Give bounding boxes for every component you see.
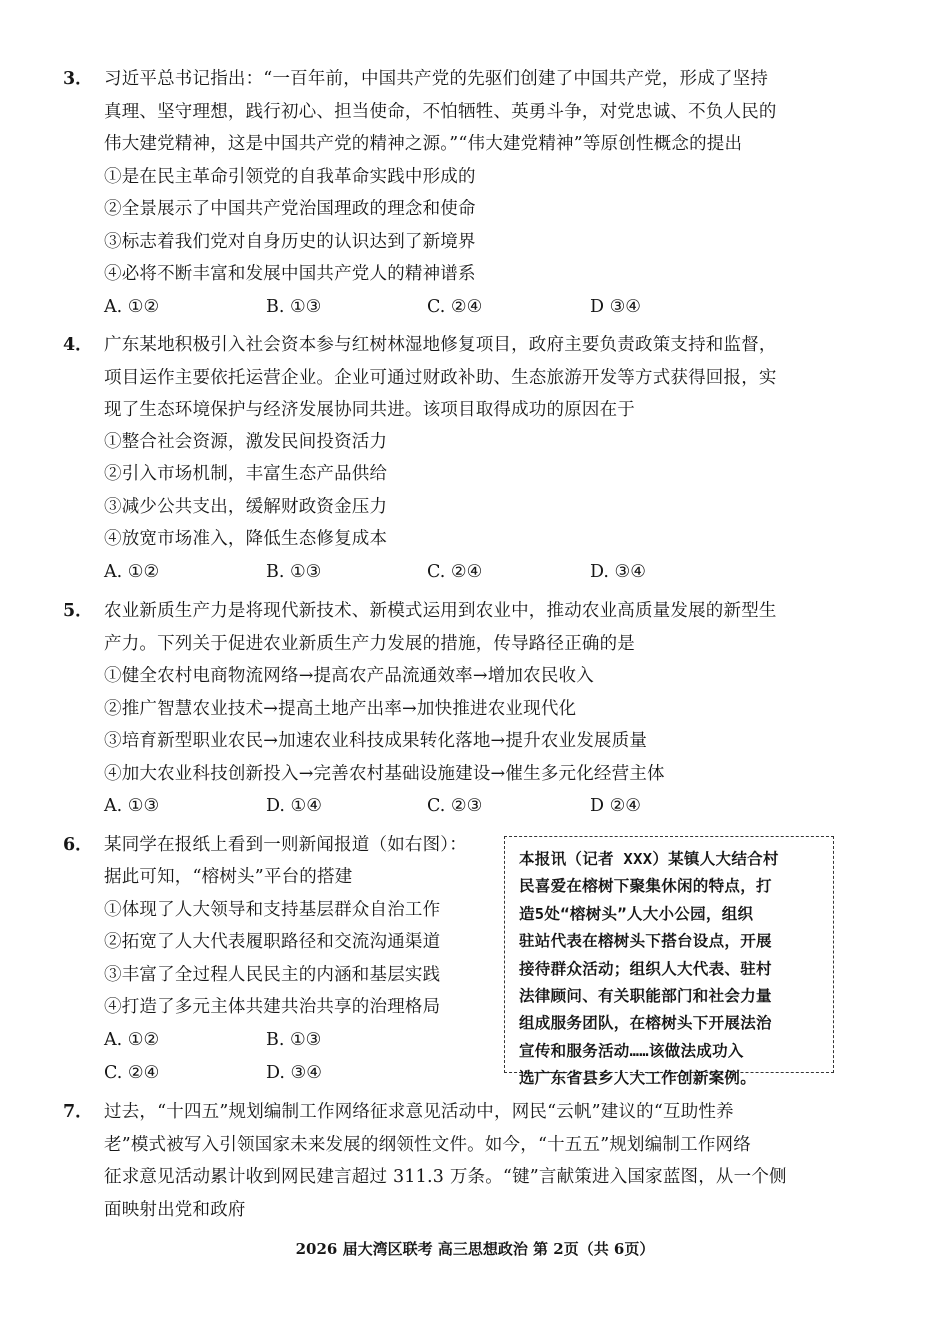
question-4-option-c: C. ②④ [427,562,483,582]
question-6-stem-line-1: 某同学在报纸上看到一则新闻报道（如右图）： [104,835,467,855]
question-5-stem-line-1: 农业新质生产力是将现代新技术、新模式运用到农业中，推动农业高质量发展的新型生 [104,601,777,621]
question-3-options [104,290,704,324]
question-4-item-1: ①整合社会资源，激发民间投资活力 [104,432,388,452]
question-3-number: 3． [63,69,93,89]
question-5-number: 5． [63,601,93,621]
question-4-options [104,555,704,589]
news-line: 接待群众活动；组织人大代表、驻村 [519,959,772,978]
question-4-stem-line-2: 项目运作主要依托运营企业。企业可通过财政补助、生态旅游开发等方式获得回报，实 [104,368,777,388]
question-5-option-a: A. ①③ [104,796,160,816]
question-6-number: 6． [63,835,93,855]
question-3-option-a: A. ①② [104,297,160,317]
page-footer: 2026 届大湾区联考 高三思想政治 第 2页（共 6页） [295,1240,655,1258]
news-line: 组成服务团队，在榕树头下开展法治 [519,1014,772,1033]
question-3-option-d: D ③④ [590,297,641,317]
question-3-stem-line-3: 伟大建党精神，这是中国共产党的精神之源。”“伟大建党精神”等原创性概念的提出 [104,134,743,154]
question-4-option-d: D. ③④ [590,562,646,582]
question-7-number: 7． [63,1102,93,1122]
question-4-option-a: A. ①② [104,562,160,582]
question-3-option-b: B. ①③ [266,297,322,317]
question-7-stem-line-4: 面映射出党和政府 [104,1200,246,1220]
question-7-stem-line-3: 征求意见活动累计收到网民建言超过 311.3 万条。“键”言献策进入国家蓝图，从一个侧 [104,1167,787,1187]
question-6-option-c: C. ②④ [104,1063,160,1083]
question-6-option-d: D. ③④ [266,1063,322,1083]
question-5-item-2: ②推广智慧农业技术→提高土地产出率→加快推进农业现代化 [104,699,577,719]
question-3-item-1: ①是在民主革命引领党的自我革命实践中形成的 [104,167,476,187]
question-4-number: 4． [63,335,93,355]
question-4-stem-line-3: 现了生态环境保护与经济发展协同共进。该项目取得成功的原因在于 [104,400,635,420]
news-line: 造5处“榕树头”人大小公园，组织 [519,904,754,923]
news-line: 驻站代表在榕树头下搭台设点，开展 [519,932,772,951]
news-line: 选广东省县乡人大工作创新案例。 [519,1069,757,1088]
question-4-item-2: ②引入市场机制，丰富生态产品供给 [104,464,388,484]
question-7-stem-line-1: 过去，“十四五”规划编制工作网络征求意见活动中，网民“云帆”建议的“互助性养 [104,1102,734,1122]
question-3-item-4: ④必将不断丰富和发展中国共产党人的精神谱系 [104,264,476,284]
news-line: 宣传和服务活动……该做法成功入 [519,1041,744,1060]
question-6-item-4: ④打造了多元主体共建共治共享的治理格局 [104,997,441,1017]
question-6-item-1: ①体现了人大领导和支持基层群众自治工作 [104,900,441,920]
question-4-item-4: ④放宽市场准入，降低生态修复成本 [104,529,388,549]
news-clipping-box [504,836,834,1088]
question-3-item-2: ②全景展示了中国共产党治国理政的理念和使命 [104,199,476,219]
question-3-option-c: C. ②④ [427,297,483,317]
news-line: 本报讯（记者 XXX）某镇人大结合村 [519,850,779,868]
question-6-option-b: B. ①③ [266,1030,322,1050]
question-6-option-a: A. ①② [104,1030,160,1050]
question-5-item-4: ④加大农业科技创新投入→完善农村基础设施建设→催生多元化经营主体 [104,764,665,784]
question-6-stem-line-2: 据此可知，“榕树头”平台的搭建 [104,867,353,887]
question-6-item-3: ③丰富了全过程人民民主的内涵和基层实践 [104,965,441,985]
question-5-option-b: D. ①④ [266,796,322,816]
question-3-stem-line-2: 真理、坚守理想，践行初心、担当使命，不怕牺牲、英勇斗争，对党忠诚、不负人民的 [104,102,777,122]
question-5-item-1: ①健全农村电商物流网络→提高农产品流通效率→增加农民收入 [104,666,594,686]
question-5-option-c: C. ②③ [427,796,483,816]
question-4-stem-line-1: 广东某地积极引入社会资本参与红树林湿地修复项目，政府主要负责政策支持和监督， [104,335,777,355]
news-line: 民喜爱在榕树下聚集休闲的特点，打 [519,877,772,896]
question-3-item-3: ③标志着我们党对自身历史的认识达到了新境界 [104,232,476,252]
question-7-stem-line-2: 老”模式被写入引领国家未来发展的纲领性文件。如今，“十五五”规划编制工作网络 [104,1135,751,1155]
news-line: 法律顾问、有关职能部门和社会力量 [519,987,772,1006]
question-4-item-3: ③减少公共支出，缓解财政资金压力 [104,497,388,517]
question-5-options [104,789,704,823]
question-5-stem-line-2: 产力。下列关于促进农业新质生产力发展的措施，传导路径正确的是 [104,634,635,654]
question-3-stem-line-1: 习近平总书记指出：“一百年前，中国共产党的先驱们创建了中国共产党，形成了坚持 [104,69,769,89]
question-4-option-b: B. ①③ [266,562,322,582]
question-6-item-2: ②拓宽了人大代表履职路径和交流沟通渠道 [104,932,441,952]
question-5-item-3: ③培育新型职业农民→加速农业科技成果转化落地→提升农业发展质量 [104,731,648,751]
question-5-option-d: D ②④ [590,796,641,816]
